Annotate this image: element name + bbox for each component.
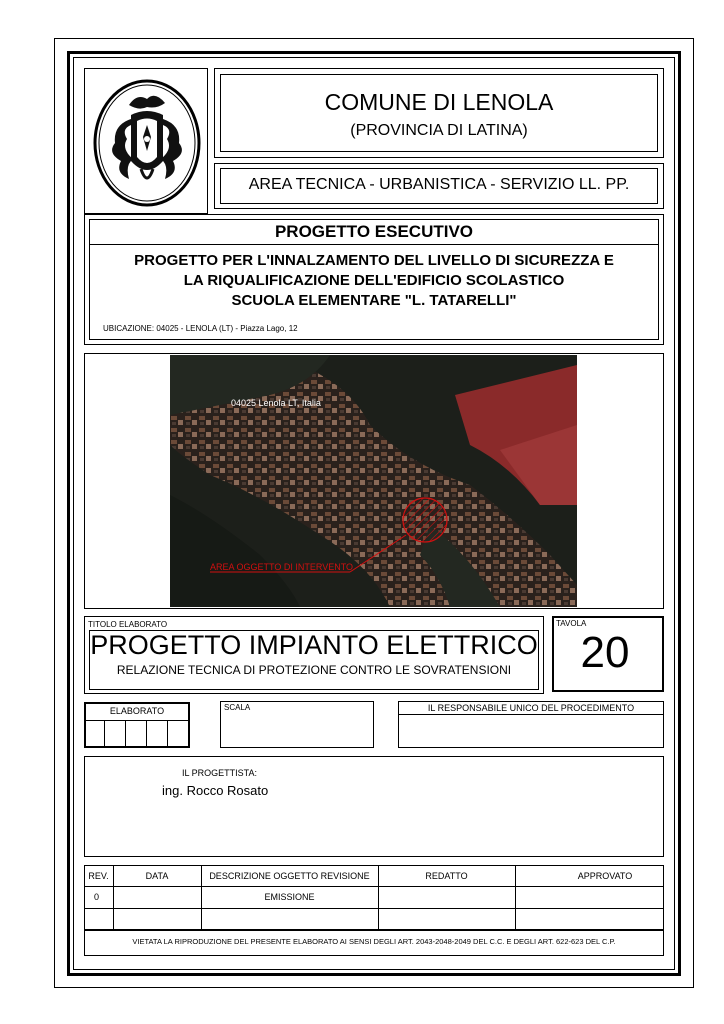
municipality-name: COMUNE DI LENOLA — [324, 89, 554, 115]
elaborato-cell-sep-4 — [167, 720, 168, 748]
tavola-label: TAVOLA — [556, 619, 587, 628]
drawing-subtitle: RELAZIONE TECNICA DI PROTEZIONE CONTRO LE SOVRATENSIONI — [116, 663, 512, 677]
project-title-line1: PROGETTO PER L'INNALZAMENTO DEL LIVELLO DI SICUREZZA E — [134, 252, 614, 269]
drawing-title: PROGETTO IMPIANTO ELETTRICO — [90, 630, 538, 660]
province-name: (PROVINCIA DI LATINA) — [350, 122, 528, 139]
project-phase: PROGETTO ESECUTIVO — [274, 222, 474, 241]
project-title-line3: SCUOLA ELEMENTARE "L. TATARELLI" — [231, 292, 517, 309]
tavola-number: 20 — [580, 628, 630, 677]
revision-header-data: DATA — [145, 871, 169, 881]
revision-row-line-2 — [84, 908, 664, 909]
map-area-label: AREA OGGETTO DI INTERVENTO — [210, 562, 354, 572]
revision-header-approvato: APPROVATO — [577, 871, 633, 881]
revision-header-redatto: REDATTO — [425, 871, 468, 881]
coat-of-arms-box — [84, 68, 208, 214]
department-name: AREA TECNICA - URBANISTICA - SERVIZIO LL. PP. — [248, 176, 630, 193]
elaborato-cell-sep-2 — [125, 720, 126, 748]
revision-row-rev: 0 — [94, 892, 100, 902]
elaborato-cell-sep-3 — [146, 720, 147, 748]
aerial-map — [170, 355, 577, 607]
designer-label: IL PROGETTISTA: — [182, 768, 258, 778]
revision-header-rev: REV. — [88, 871, 109, 881]
elaborato-cell-sep-1 — [104, 720, 105, 748]
revision-header-descrizione: DESCRIZIONE OGGETTO REVISIONE — [209, 871, 370, 881]
project-location: UBICAZIONE: 04025 - LENOLA (LT) - Piazza Lago, 12 — [103, 324, 298, 333]
revision-row-descrizione: EMISSIONE — [264, 892, 315, 902]
coat-of-arms-icon — [85, 69, 207, 213]
project-phase-divider — [89, 244, 659, 245]
rup-divider — [398, 714, 664, 715]
elaborato-label: ELABORATO — [109, 706, 165, 716]
designer-box — [84, 756, 664, 857]
elaborato-cells-divider — [84, 720, 190, 721]
drawing-title-label: TITOLO ELABORATO — [88, 620, 168, 629]
project-title-line2: LA RIQUALIFICAZIONE DELL'EDIFICIO SCOLASTICO — [183, 272, 565, 289]
footer-notice: VIETATA LA RIPRODUZIONE DEL PRESENTE ELABORATO AI SENSI DEGLI ART. 2043-2048-2049 DEL C.C. E DEGLI ART. 622-623 DEL C.P. — [132, 937, 616, 946]
designer-name: ing. Rocco Rosato — [162, 783, 269, 798]
rup-label: IL RESPONSABILE UNICO DEL PROCEDIMENTO — [427, 703, 635, 713]
revision-row-line-1 — [84, 886, 664, 887]
map-place-label: 04025 Lenola LT, Italia — [231, 398, 321, 408]
scala-label: SCALA — [224, 703, 251, 712]
